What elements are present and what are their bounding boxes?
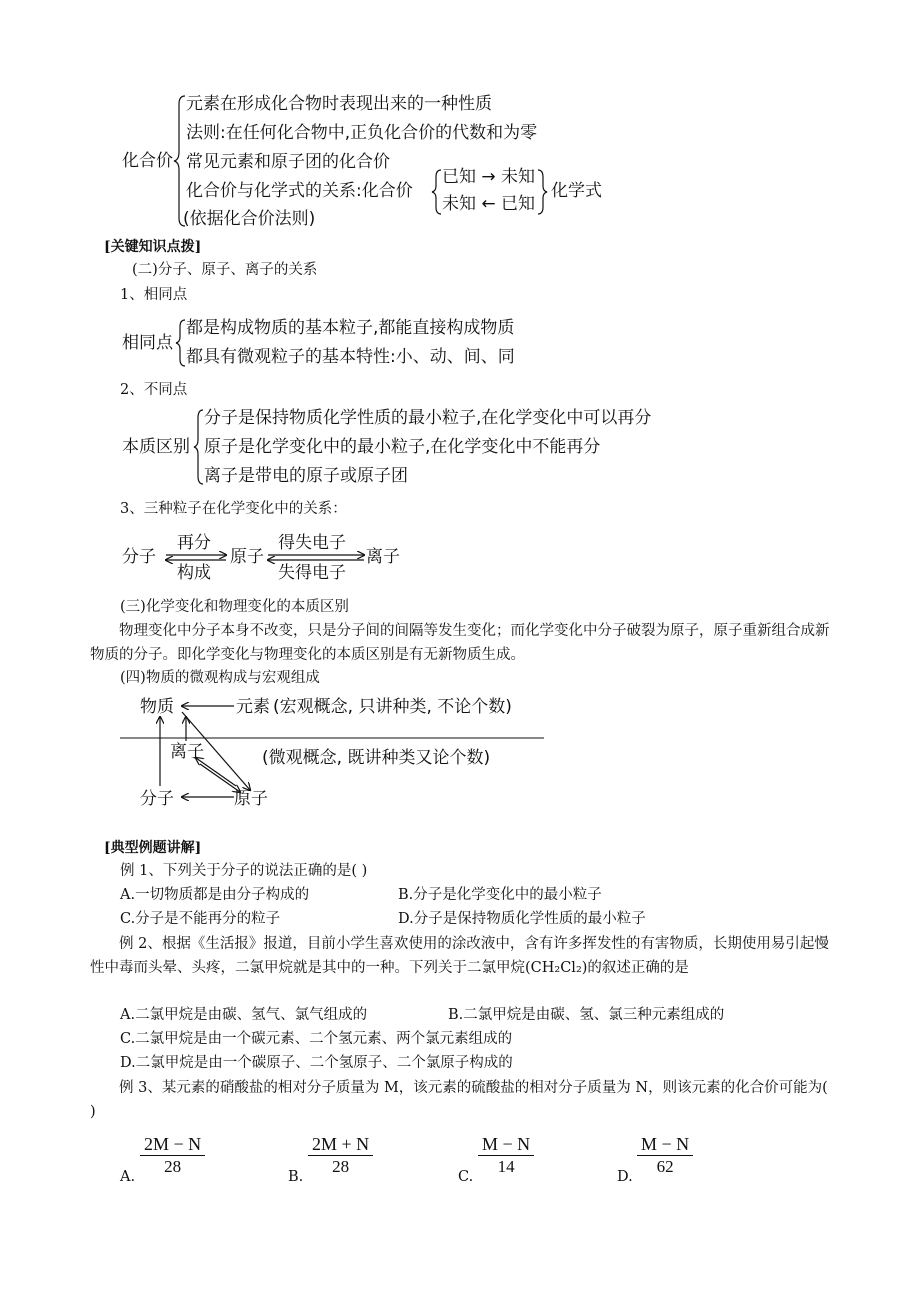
- difference-item-2: 原子是化学变化中的最小粒子,在化学变化中不能再分: [204, 437, 601, 457]
- ex2-option-b: B.二氯甲烷是由碳、氢、氯三种元素组成的: [448, 1007, 725, 1023]
- valence-brace: [174, 96, 185, 226]
- rel-redivide: 再分: [177, 533, 211, 553]
- rel-gain-lose: 得失电子: [278, 533, 346, 553]
- micro-element: 元素: [236, 697, 270, 717]
- examples-heading: [典型例题讲解]: [104, 840, 202, 856]
- micro-molecule: 分子: [140, 789, 174, 809]
- ex3-option-b-denominator: 28: [332, 1157, 350, 1176]
- known-to-unknown: 已知 → 未知: [442, 167, 536, 187]
- relation-title: 3、三种粒子在化学变化中的关系：: [120, 501, 347, 517]
- similarity-item-2: 都具有微观粒子的基本特性:小、动、间、同: [186, 347, 515, 367]
- key-points-heading: [关键知识点拨]: [104, 239, 202, 255]
- unknown-to-known: 未知 ← 已知: [442, 194, 536, 214]
- valence-item-4: 化合价与化学式的关系:化合价: [186, 181, 413, 201]
- ex2-option-c: C.二氯甲烷是由一个碳元素、二个氢元素、两个氯元素组成的: [120, 1031, 513, 1047]
- ex3-option-b-letter: B.: [288, 1169, 304, 1185]
- ex3-option-d-letter: D.: [617, 1169, 633, 1185]
- section-3-text: 物理变化中分子本身不改变，只是分子间的间隔等发生变化；而化学变化中分子破裂为原子，原子重新组合成新物质的分子。即化学变化与物理变化的本质区别是有无新物质生成。: [90, 623, 830, 663]
- difference-item-1: 分子是保持物质化学性质的最小粒子,在化学变化中可以再分: [204, 408, 652, 428]
- ex2-stem: 例 2、根据《生活报》报道，目前小学生喜欢使用的涂改液中，含有许多挥发性的有害物质，长期使用易引起慢性中毒而头晕、头疼，二氯甲烷就是其中的一种。下列关于二氯甲烷(CH₂Cl₂)的叙述正确的是: [90, 936, 829, 976]
- ex3-option-a-denominator: 28: [164, 1157, 182, 1176]
- micro-atom: 原子: [234, 789, 268, 809]
- valence-item-2: 法则:在任何化合物中,正负化合价的代数和为零: [186, 123, 538, 143]
- ex3-option-a-numerator: 2M − N: [140, 1133, 205, 1156]
- ex1-option-c: C.分子是不能再分的粒子: [120, 911, 281, 927]
- ex3-option-a-letter: A.: [120, 1169, 136, 1185]
- ex3-option-c-letter: C.: [458, 1169, 474, 1185]
- micro-macro-note: (宏观概念, 只讲种类, 不论个数): [273, 697, 512, 717]
- difference-brace: [194, 410, 203, 484]
- micro-ion: 离子: [170, 742, 204, 762]
- micro-substance: 物质: [140, 697, 174, 717]
- formula-brace: [538, 170, 547, 214]
- valence-label: 化合价: [122, 151, 173, 171]
- similarity-title: 1、相同点: [120, 287, 188, 303]
- known-brace: [432, 170, 441, 214]
- micro-micro-note: (微观概念, 既讲种类又论个数): [262, 748, 491, 768]
- rel-compose: 构成: [177, 563, 211, 583]
- section-2-title: (二)分子、原子、离子的关系: [132, 262, 318, 278]
- difference-title: 2、不同点: [120, 382, 188, 398]
- rel-atom: 原子: [230, 547, 264, 567]
- ex3-option-d-numerator: M − N: [637, 1133, 693, 1156]
- rel-ion: 离子: [366, 547, 400, 567]
- section-4-title: (四)物质的微观构成与宏观组成: [120, 670, 320, 686]
- ex1-option-b: B.分子是化学变化中的最小粒子: [398, 887, 602, 903]
- formula-label: 化学式: [551, 181, 602, 201]
- ex3-option-c-denominator: 14: [497, 1157, 515, 1176]
- valence-item-1: 元素在形成化合物时表现出来的一种性质: [186, 94, 492, 114]
- ex3-option-d-denominator: 62: [656, 1157, 674, 1176]
- ex1-option-a: A.一切物质都是由分子构成的: [120, 887, 310, 903]
- similarity-item-1: 都是构成物质的基本粒子,都能直接构成物质: [186, 318, 515, 338]
- similarity-label: 相同点: [122, 333, 173, 353]
- rel-lose-gain: 失得电子: [278, 563, 346, 583]
- ex2-option-a: A.二氯甲烷是由碳、氢气、氯气组成的: [120, 1007, 368, 1023]
- ex2-option-d: D.二氯甲烷是由一个碳原子、二个氢原子、二个氯原子构成的: [120, 1055, 513, 1071]
- similarity-brace: [176, 320, 185, 366]
- difference-item-3: 离子是带电的原子或原子团: [204, 466, 408, 486]
- difference-label: 本质区别: [122, 437, 190, 457]
- ex1-stem: 例 1、下列关于分子的说法正确的是( ): [120, 863, 368, 879]
- ex3-option-b-numerator: 2M + N: [308, 1133, 373, 1156]
- rel-molecule: 分子: [122, 547, 156, 567]
- valence-item-3: 常见元素和原子团的化合价: [186, 152, 390, 172]
- ex1-option-d: D.分子是保持物质化学性质的最小粒子: [398, 911, 646, 927]
- section-3-title: (三)化学变化和物理变化的本质区别: [120, 599, 349, 615]
- valence-item-5: (依据化合价法则): [183, 209, 316, 229]
- ex3-option-c-numerator: M − N: [478, 1133, 534, 1156]
- ex3-stem: 例 3、某元素的硝酸盐的相对分子质量为 M，该元素的硫酸盐的相对分子质量为 N，则该元素的化合价可能为( ): [90, 1080, 828, 1120]
